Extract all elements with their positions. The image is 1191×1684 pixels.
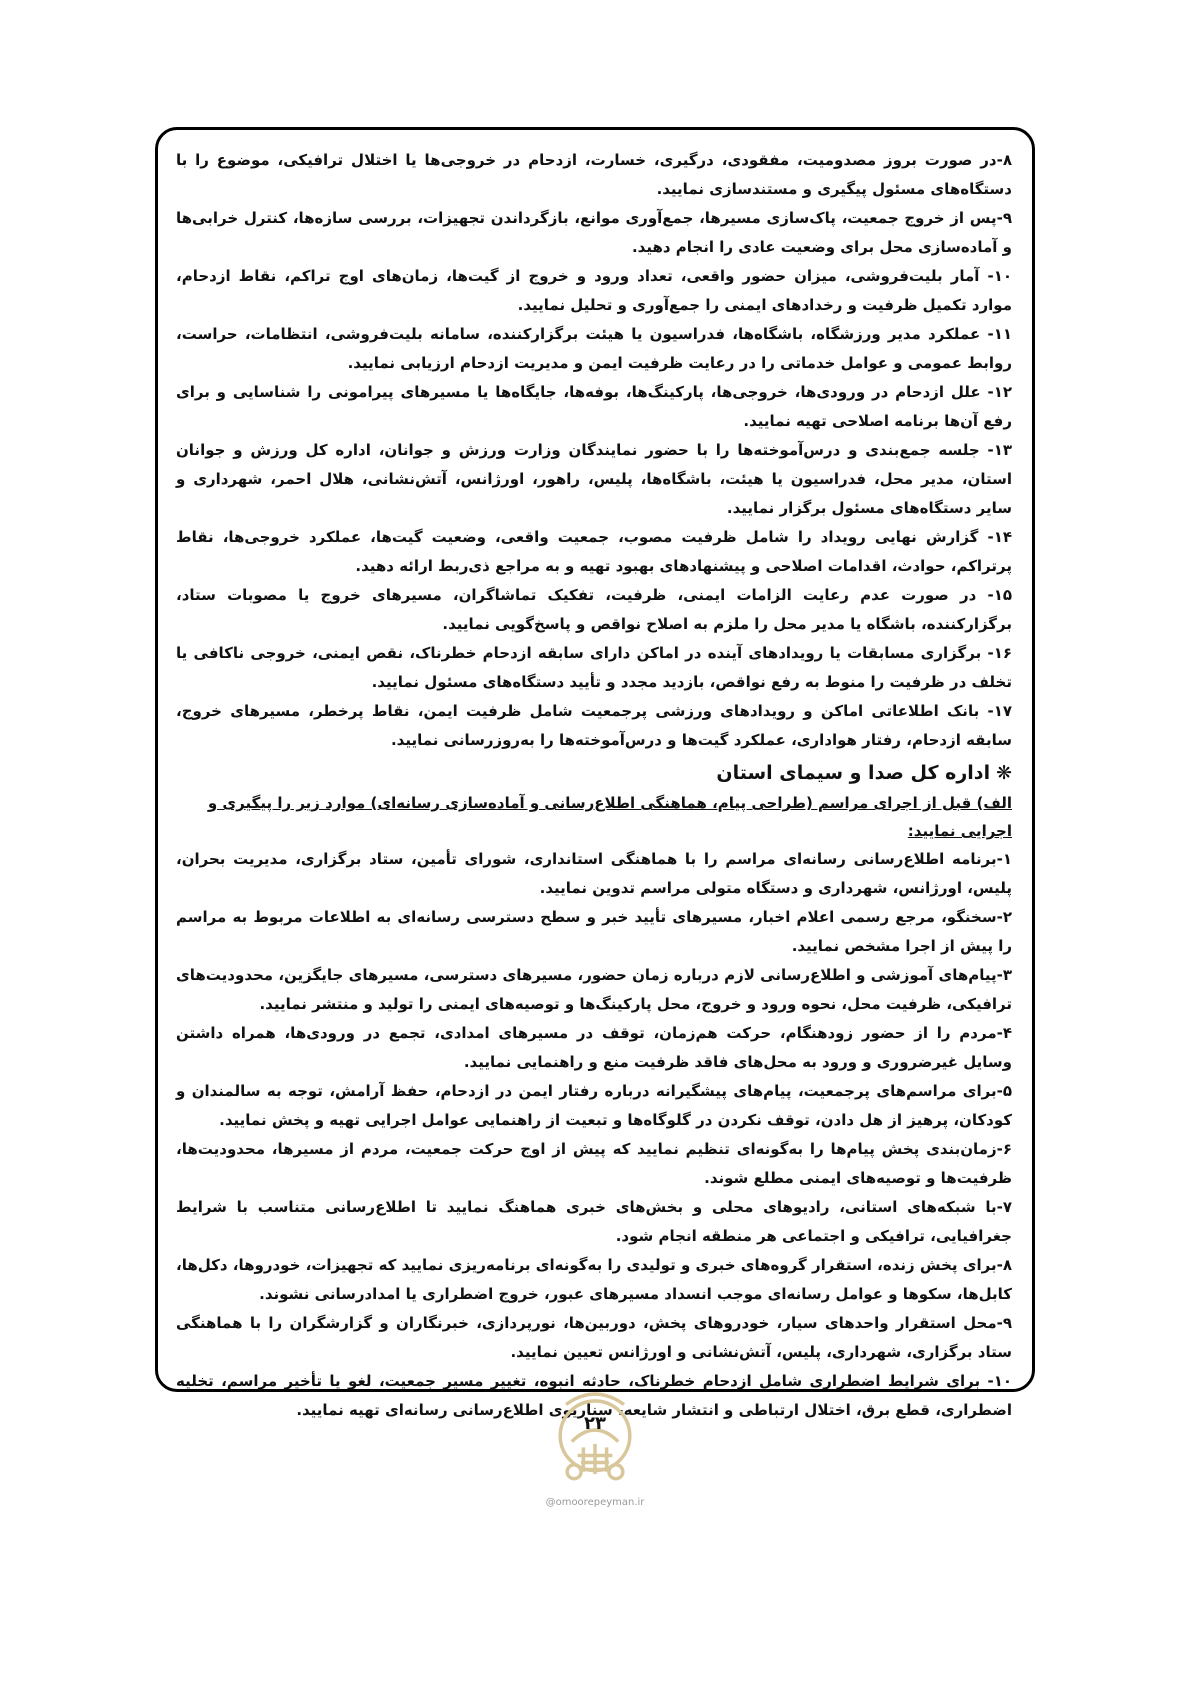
list-item: ۹-پس از خروج جمعیت، پاک‌سازی مسیرها، جمع‌آوری موانع، بازگرداندن تجهیزات، بررسی سازه‌ها، کنترل خرابی‌ها و آماده‌سازی محل برای وضعیت عادی را انجام دهید.	[176, 209, 1012, 256]
list-item: ۱۱- عملکرد مدیر ورزشگاه، باشگاه‌ها، فدراسیون یا هیئت برگزارکننده، سامانه بلیت‌فروشی، انتظامات، حراست، روابط عمومی و عوامل خدماتی را در رعایت ظرفیت ایمن و مدیریت ازدحام ارزیابی نمایید.	[176, 325, 1012, 372]
list-item: ۳-پیام‌های آموزشی و اطلاع‌رسانی لازم درباره زمان حضور، مسیرهای دسترسی، مسیرهای جایگزین، محدودیت‌های ترافیکی، ظرفیت محل، نحوه ورود و خروج، محل پارکینگ‌ها و توصیه‌های ایمنی را تولید و منتشر نمایید.	[176, 966, 1012, 1013]
list-item: ۸-برای پخش زنده، استقرار گروه‌های خبری و تولیدی را به‌گونه‌ای برنامه‌ریزی نمایید که تجهیزات، خودروها، دکل‌ها، کابل‌ها، سکوها و عوامل رسانه‌ای موجب انسداد مسیرهای عبور، خروج اضطراری یا امدادرسانی نشوند.	[176, 1256, 1012, 1303]
star-bullet-icon: ❋	[996, 762, 1012, 784]
subheading: الف) قبل از اجرای مراسم (طراحی پیام، هماهنگی اطلاع‌رسانی و آماده‌سازی رسانه‌ای) موارد زیر را پیگیری و اجرایی نمایید:	[207, 794, 1012, 840]
list-item: ۴-مردم را از حضور زودهنگام، حرکت هم‌زمان، توقف در مسیرهای امدادی، تجمع در ورودی‌ها، همراه داشتن وسایل غیرضروری و ورود به محل‌های فاقد ظرفیت منع و راهنمایی نمایید.	[176, 1024, 1012, 1071]
list-item: ۱۰- برای شرایط اضطراری شامل ازدحام خطرناک، حادثه انبوه، تغییر مسیر جمعیت، لغو یا تأخیر مراسم، تخلیه اضطراری، قطع برق، اختلال ارتباطی و انتشار شایعه، سناریوی اطلاع‌رسانی رسانه‌ای تهیه نمایید.	[176, 1372, 1012, 1419]
section-heading-text: اداره کل صدا و سیمای استان	[716, 762, 991, 784]
list-item: ۱۷- بانک اطلاعاتی اماکن و رویدادهای ورزشی پرجمعیت شامل ظرفیت ایمن، نقاط پرخطر، مسیرهای خروج، سابقه ازدحام، رفتار هواداری، عملکرد گیت‌ها و درس‌آموخته‌ها را به‌روزرسانی نمایید.	[176, 702, 1012, 749]
list-item: ۱۰- آمار بلیت‌فروشی، میزان حضور واقعی، تعداد ورود و خروج از گیت‌ها، زمان‌های اوج تراکم، نقاط ازدحام، موارد تکمیل ظرفیت و رخدادهای ایمنی را جمع‌آوری و تحلیل نمایید.	[176, 267, 1012, 314]
list-item: ۱۳- جلسه جمع‌بندی و درس‌آموخته‌ها را با حضور نمایندگان وزارت ورزش و جوانان، اداره کل ورزش و جوانان استان، مدیر محل، فدراسیون یا هیئت، باشگاه‌ها، پلیس، راهور، اورژانس، آتش‌نشانی، هلال احمر، شهرداری و سایر دستگاه‌های مسئول برگزار نمایید.	[176, 441, 1012, 517]
list-item: ۱۵- در صورت عدم رعایت الزامات ایمنی، ظرفیت، تفکیک تماشاگران، مسیرهای خروج یا مصوبات ستاد، برگزارکننده، باشگاه یا مدیر محل را ملزم به اصلاح نواقص و پاسخ‌گویی نمایید.	[176, 586, 1012, 633]
list-item: ۱۴- گزارش نهایی رویداد را شامل ظرفیت مصوب، جمعیت واقعی، وضعیت گیت‌ها، عملکرد خروجی‌ها، نقاط پرتراکم، حوادث، اقدامات اصلاحی و پیشنهادهای بهبود تهیه و به مراجع ذی‌ربط ارائه دهید.	[176, 528, 1012, 575]
page-number: ۲۳	[584, 1413, 606, 1434]
list-item: ۱۲- علل ازدحام در ورودی‌ها، خروجی‌ها، پارکینگ‌ها، بوفه‌ها، جایگاه‌ها یا مسیرهای پیرامونی را شناسایی و برای رفع آن‌ها برنامه اصلاحی تهیه نمایید.	[176, 383, 1012, 430]
section-heading	[176, 757, 1012, 789]
list-item: ۲-سخنگو، مرجع رسمی اعلام اخبار، مسیرهای تأیید خبر و سطح دسترسی رسانه‌ای به اطلاعات مربوط به مراسم را پیش از اجرا مشخص نمایید.	[176, 908, 1012, 955]
list-item: ۱-برنامه اطلاع‌رسانی رسانه‌ای مراسم را با هماهنگی استانداری، شورای تأمین، ستاد برگزاری، مدیریت بحران، پلیس، اورژانس، شهرداری و دستگاه متولی مراسم تدوین نمایید.	[176, 850, 1012, 897]
watermark-handle: @omoorepeyman.ir	[545, 1497, 645, 1508]
list-item: ۹-محل استقرار واحدهای سیار، خودروهای پخش، دوربین‌ها، نورپردازی، خبرنگاران و گزارشگران را با هماهنگی ستاد برگزاری، شهرداری، پلیس، آتش‌نشانی و اورژانس تعیین نمایید.	[176, 1314, 1012, 1361]
list-item: ۵-برای مراسم‌های پرجمعیت، پیام‌های پیشگیرانه درباره رفتار ایمن در ازدحام، حفظ آرامش، توجه به سالمندان و کودکان، پرهیز از هل دادن، توقف نکردن در گلوگاه‌ها و تبعیت از راهنمایی عوامل اجرایی تهیه و پخش نمایید.	[176, 1082, 1012, 1129]
list-item: ۷-با شبکه‌های استانی، رادیوهای محلی و بخش‌های خبری هماهنگ نمایید تا اطلاع‌رسانی متناسب با شرایط جغرافیایی، ترافیکی و اجتماعی هر منطقه انجام شود.	[176, 1198, 1012, 1245]
list-item: ۶-زمان‌بندی پخش پیام‌ها را به‌گونه‌ای تنظیم نمایید که پیش از اوج حرکت جمعیت، مردم از مسیرها، محدودیت‌ها، ظرفیت‌ها و توصیه‌های ایمنی مطلع شوند.	[176, 1140, 1012, 1187]
list-item: ۱۶- برگزاری مسابقات یا رویدادهای آینده در اماکن دارای سابقه ازدحام خطرناک، نقص ایمنی، خروجی ناکافی یا تخلف در ظرفیت را منوط به رفع نواقص، بازدید مجدد و تأیید دستگاه‌های مسئول نمایید.	[176, 644, 1012, 691]
content-frame	[155, 127, 1035, 1419]
list-item: ۸-در صورت بروز مصدومیت، مفقودی، درگیری، خسارت، ازدحام در خروجی‌ها یا اختلال ترافیکی، موضوع را با دستگاه‌های مسئول پیگیری و مستندسازی نمایید.	[176, 151, 1012, 198]
